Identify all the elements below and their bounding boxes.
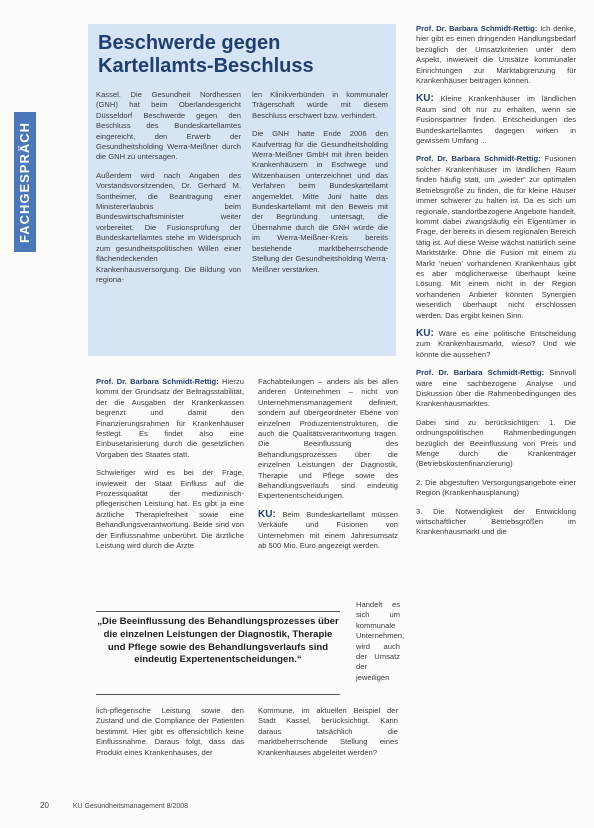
question-text: Kommune, im aktuellen Beispiel der Stadt Kassel, berücksichtigt. Kann daraus tatsächlich die marktbeherrschende Stellung eines Krankenhauses abgeleitet werden?	[258, 706, 398, 757]
paragraph: Die GNH hatte Ende 2006 den Kaufvertrag für die Gesundheitsholding Werra-Meißner GmbH mit ihren beiden Krankenhäusern in Eschwege und Witzenhausen unterzeichnet und das Verfahren beim Bundeskartellamt angemeldet. Mitte Juni hatte das Bundeskartellamt mit den Beweis mit der Begründung untersagt, die Übernahme durch die GNH würde die im Werra-Meißner-Kreis bereits bestehende marktbeherrschende Stellung der Gesundheitsholding Werra-Meißner verstärken.	[252, 129, 388, 274]
list-paragraph: 2. Die abgestuften Versorgungsangebote einer Region (Krankenhausplanung)	[416, 477, 576, 498]
bottom-column-1	[96, 706, 244, 758]
right-column	[416, 24, 576, 546]
bottom-column-2	[258, 706, 398, 758]
answer-text: Fachabteilungen – anders als bei allen anderen Unternehmen – nicht von Unternehmensmanagement definiert, sondern auf übergeordneter Ebene von einzelnen Produzentenstrukturen, die auch die Qualitätsverantwortung tragen. Die Beeinflussung des Behandlungsprozesses über die einzelnen Leistungen der Diagnostik, Therapie und Pflege sowie des Behandlungsverlaufs sind eindeutig Expertenentscheidungen.	[258, 377, 398, 501]
quote-rule-top	[96, 611, 340, 612]
ku-label: KU:	[416, 93, 434, 105]
interview-paragraph	[96, 377, 244, 460]
answer-text: lich-pflegerische Leistung sowie den Zustand und die Compliance der Patienten bestimmt. Hier gibt es offensichtlich keine Einflussnahme. Daraus folgt, dass das Produkt eines Krankenhauses, der	[96, 706, 244, 757]
page-number: 20	[40, 801, 49, 810]
interview-paragraph	[258, 377, 398, 502]
page-footer	[40, 801, 188, 810]
answer-text: Schwieriger wird es bei der Frage, inwieweit der Staat Einfluss auf die Prozessqualität der medizinisch-pflegerischen Leistung hat. Es gibt ja eine ärztliche Therapiefreiheit sowie eine Behandlungsverantwortung. Beide sind von der Einflussnahme unberührt. Die ärztliche Leistung wird durch die Ärzte	[96, 468, 244, 551]
answer-text: Ich denke, hier gibt es einen dringenden Handlungsbedarf bezüglich der Umsatzkriterien unter dem Aspekt, inwieweit die Umsätze kommunaler Einrichtungen zur Marktabgrenzung für Krankenhäuser beitragen können.	[416, 24, 576, 86]
box-column-2	[252, 90, 388, 283]
interview-column-2-continued	[356, 600, 405, 683]
article-title: Beschwerde gegen Kartellamts-Beschluss	[98, 32, 314, 77]
paragraph: Außerdem wird nach Angaben des Vorstandsvorsitzenden, Dr. Gerhard M. Sontheimer, die Beantragung einer Ministererlaubnis beim Bundeswirtschaftsminister weiter vorbereitet. Die Fusionsprüfung der Bundeskartellamtes stehe im Widerspruch zum gesundheitspolitischen Willen einer flächendeckenden Krankenhausversorgung. Die Bildung von regiona-	[96, 170, 241, 284]
interview-paragraph	[258, 510, 398, 552]
speaker-label: Prof. Dr. Barbara Schmidt-Rettig:	[416, 368, 545, 378]
ku-label: KU:	[258, 508, 276, 520]
question-text: Kleine Krankenhäuser im ländlichen Raum sind oft nur zu erhalten, wenn sie Fusionspartner finden. Entscheidungen des Bundeskartellamtes dagegen wirken in gewissem Umfang ...	[416, 94, 576, 146]
speaker-label: Prof. Dr. Barbara Schmidt-Rettig:	[416, 154, 541, 164]
interview-column-1	[96, 377, 244, 560]
speaker-label: Prof. Dr. Barbara Schmidt-Rettig:	[96, 377, 219, 386]
interview-paragraph	[96, 468, 244, 551]
interview-paragraph	[416, 329, 576, 360]
section-label: FACHGESPRÄCH	[17, 121, 33, 243]
interview-paragraph	[416, 368, 576, 410]
ku-label: KU:	[416, 327, 434, 339]
interview-column-2	[258, 377, 398, 560]
interview-paragraph	[416, 94, 576, 146]
question-text: Beim Bundeskartellamt müssen Verkäufe und Fusionen von Unternehmen mit einem Jahresumsatz ab 500 Mio. Euro angezeigt werden.	[258, 509, 398, 551]
list-paragraph: 3. Die Notwendigkeit der Entwicklung wirtschaftlicher Betriebsgrößen im Krankenhausmarkt und die	[416, 506, 576, 537]
list-paragraph: Dabei sind zu berücksichtigen: 1. Die ordnungspolitischen Rahmenbedingungen bezüglich der Beeinflussung von Preis und Menge durch die Krankenträger (Betriebskostenfinanzierung)	[416, 417, 576, 469]
paragraph: len Klinikverbünden in kommunaler Trägerschaft würde mit diesem Beschluss erschwert bzw. verhindert.	[252, 90, 388, 120]
journal-name: KU Gesundheitsmanagement 8/2008	[72, 803, 189, 810]
section-tab	[14, 112, 36, 252]
question-text: Handelt es sich um kommunale Unternehmen, wird auch der Umsatz der jeweiligen	[356, 600, 405, 682]
question-text: Wäre es eine politische Entscheidung zum Krankenhausmarkt, wieso? Und wie könnte die aussehen?	[416, 328, 576, 359]
answer-text: Hierzu kommt der Grundsatz der Beitragsstabilität, der die Ausgaben der Krankenkassen begrenzt und damit den Finanzierungsrahmen für Krankenhäuser festlegt. Es findet also eine Einbusetarisierung durch die gesetzlichen Vorgaben des Staates statt.	[96, 377, 244, 459]
answer-text: Fusionen solcher Krankenhäuser im ländlichen Raum finden häufig statt, um „wieder“ zur optimalen Betriebsgröße zu finden, die für kleine Häuser immer schwerer zu halten ist. Da es sich um regionale, standortbezogene Angebote handelt, kommt dabei zwangsläufig ein Eigentümer in Frage, der bereits in diesem regionalen Bereich tätig ist. Auf diese Weise wächst natürlich seine Marktstärke. Ohne die Fusion mit einem zu Markt 'neuen' vorhandenen Krankenhaus gibt es aber möglicherweise überhaupt keine Lösung. Mit einem nicht in der Region vorhandenen Anbieter könnten Synergien wesentlich überhaupt nicht erschlossen werden. Das ergibt keinen Sinn.	[416, 154, 576, 320]
answer-text: Sinnvoll wäre eine sachbezogene Analyse und Diskussion über die Rahmenbedingungen des Krankenhausmarktes.	[416, 368, 576, 409]
box-column-1	[96, 90, 241, 293]
interview-paragraph	[416, 154, 576, 321]
quote-rule-bottom	[96, 694, 340, 695]
pull-quote: „Die Beeinflussung des Behandlungsprozesses über die einzelnen Leistungen der Diagnostik, Therapie und Pflege sowie des Behandlungsverlaufs sind eindeutig Expertenentscheidungen.“	[97, 616, 339, 666]
paragraph: Kassel. Die Gesundheit Nordhessen (GNH) hat beim Oberlandesgericht Düsseldorf Beschwerde gegen den Beschluss des Bundeskartellamtes eingereicht, den Erwerb der Gesundheitsholding Werra-Meißner durch die GNH zu untersagen.	[96, 90, 241, 162]
speaker-label: Prof. Dr. Barbara Schmidt-Rettig:	[416, 24, 538, 33]
interview-paragraph	[416, 24, 576, 86]
